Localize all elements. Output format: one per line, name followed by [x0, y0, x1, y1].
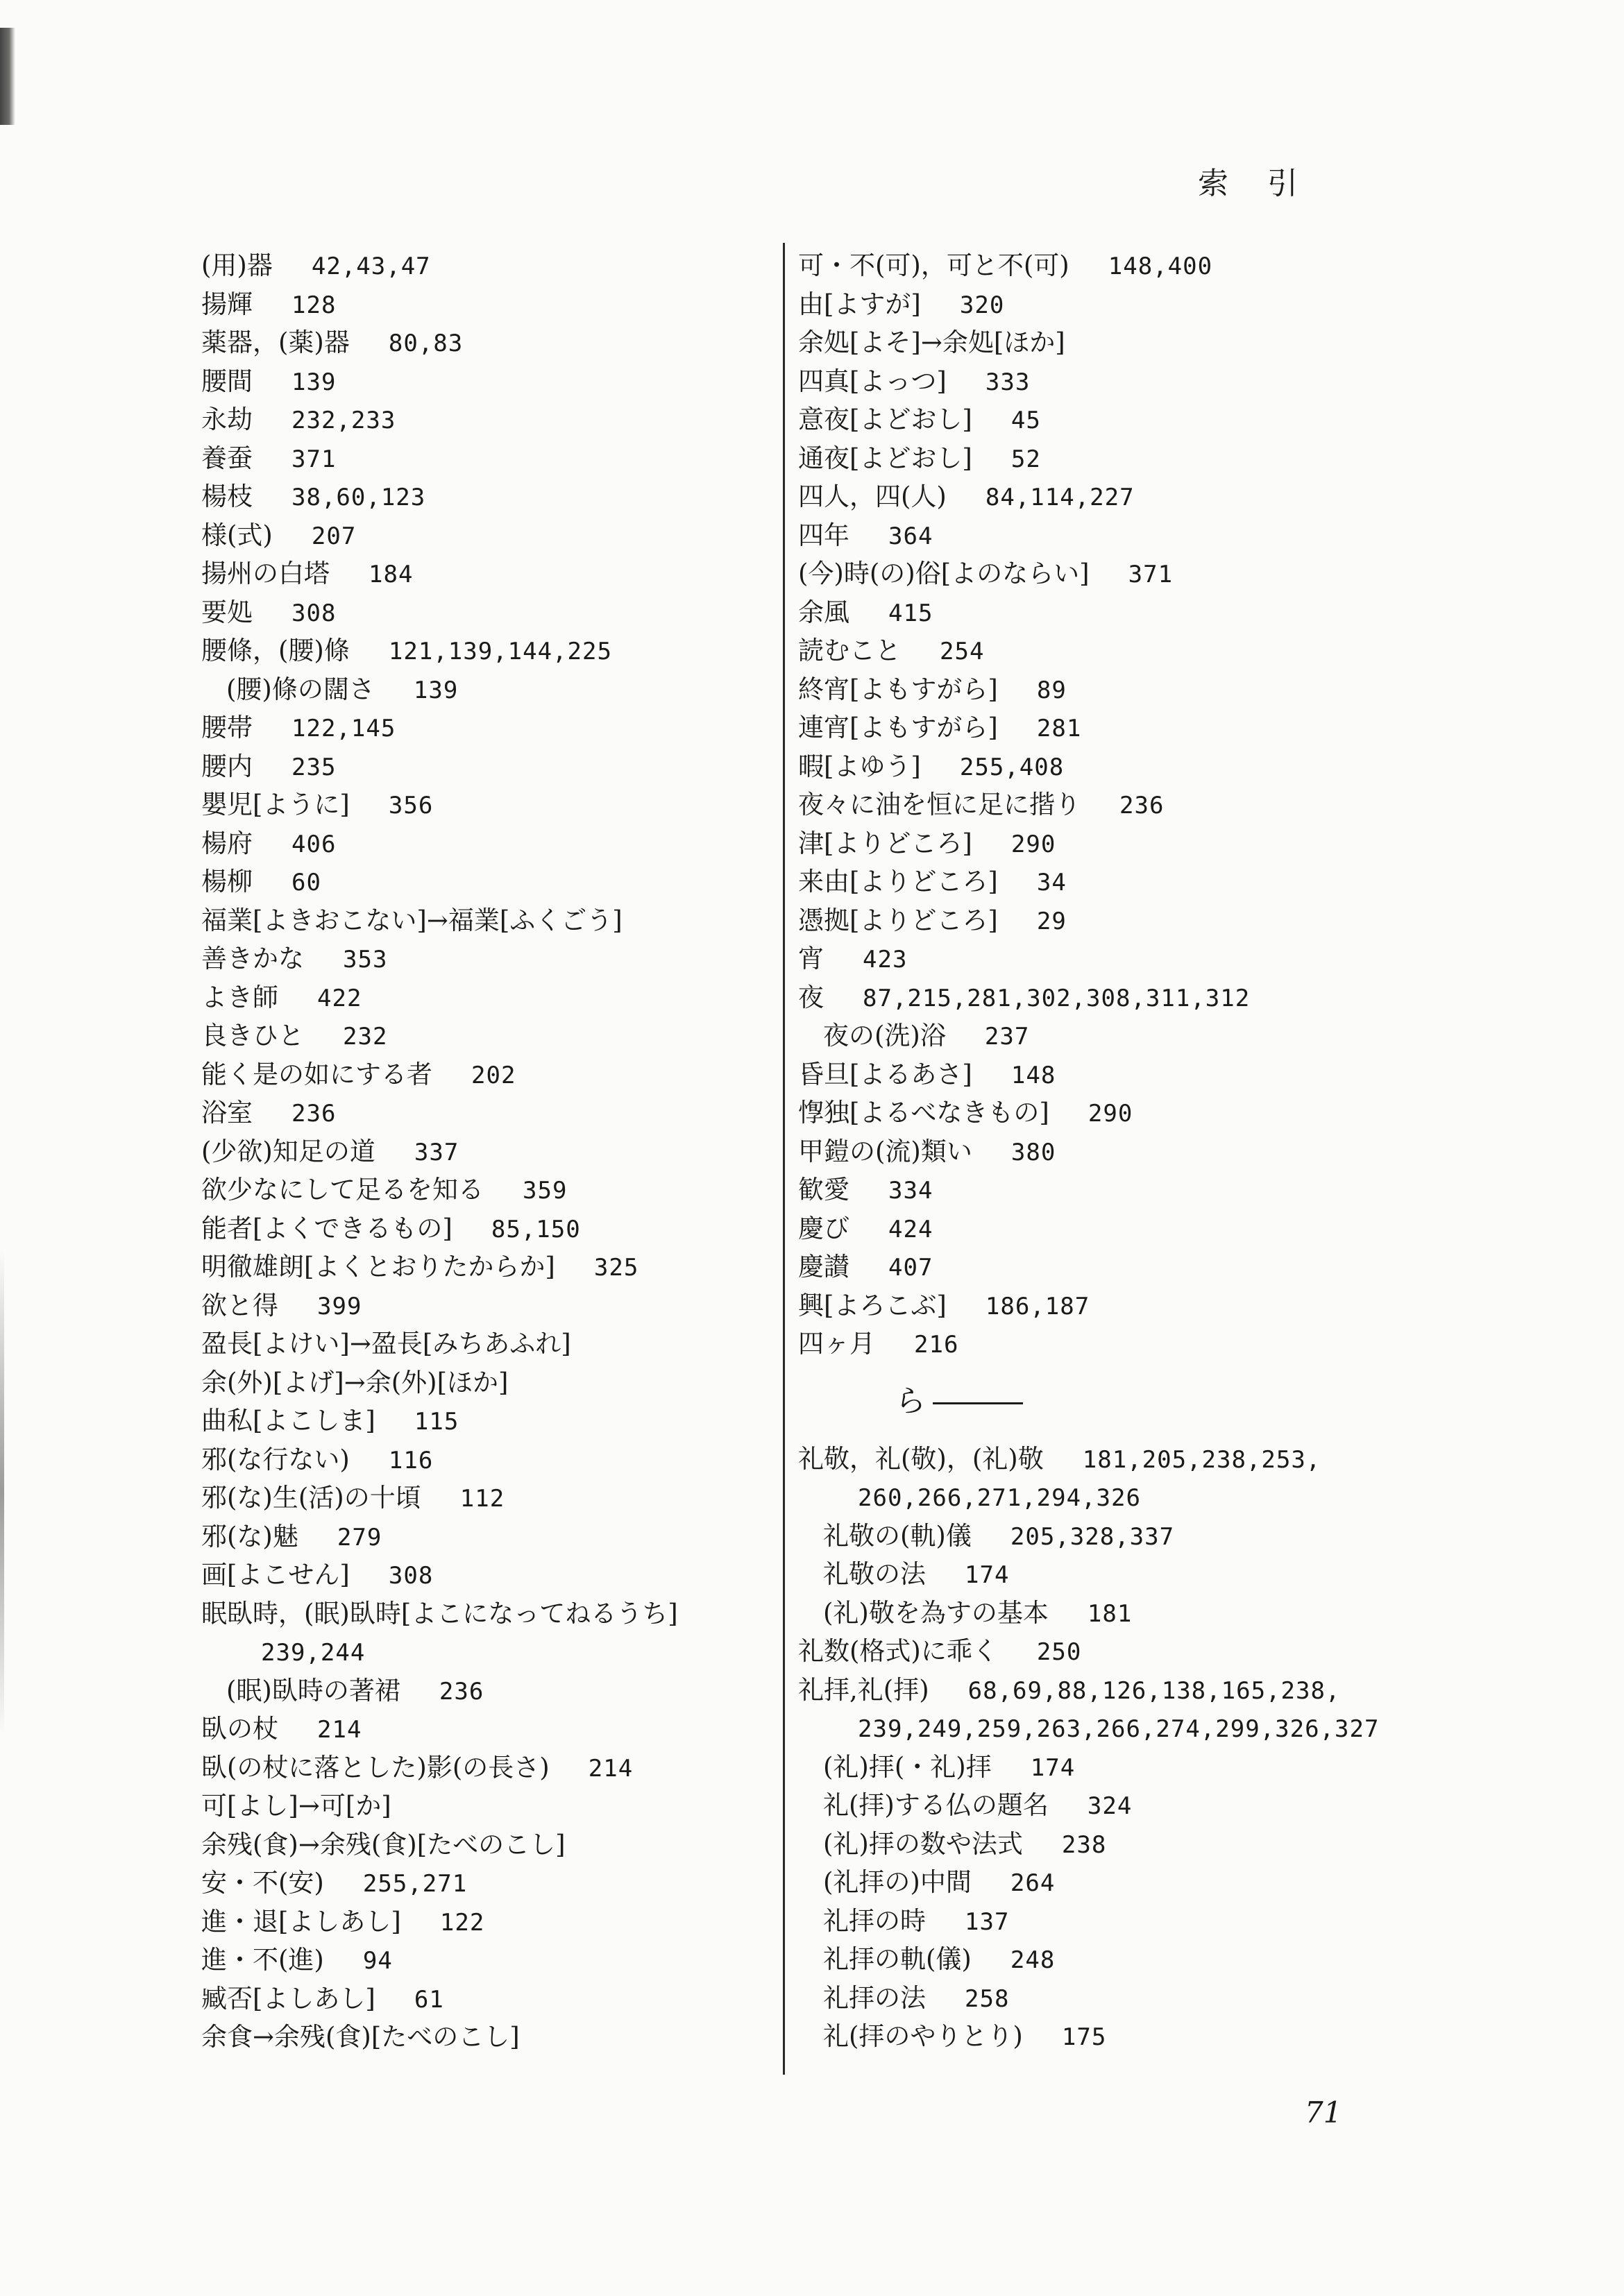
index-entry — [201, 862, 756, 901]
index-entry — [201, 631, 756, 670]
index-term: 甲鎧の(流)類い — [798, 1136, 972, 1166]
index-page-refs: 112 — [459, 1485, 505, 1513]
index-page-refs: 34 — [1036, 869, 1067, 896]
index-entry — [798, 670, 1423, 709]
index-term: 永劫 — [201, 405, 253, 434]
index-page-refs: 324 — [1087, 1792, 1133, 1820]
index-entry — [201, 824, 756, 863]
index-term: 四ヶ月 — [798, 1329, 875, 1359]
index-page-refs: 148 — [1010, 1061, 1056, 1089]
index-entry — [201, 708, 756, 747]
index-page-refs: 137 — [965, 1907, 1010, 1936]
index-entry — [201, 362, 756, 401]
index-entry — [201, 1286, 756, 1325]
index-entry — [201, 978, 756, 1017]
index-page-refs: 214 — [317, 1716, 362, 1744]
index-term: 終宵[よもすがら] — [798, 674, 998, 704]
index-page-refs: 186,187 — [985, 1292, 1090, 1320]
index-page-refs: 232 — [343, 1023, 388, 1051]
index-entry — [201, 246, 756, 285]
scan-edge-mark — [0, 28, 15, 125]
index-entry — [798, 1825, 1423, 1864]
index-entry — [201, 1941, 756, 1980]
index-entries-ra — [798, 1440, 1423, 2056]
index-page-refs: 122 — [439, 1908, 485, 1937]
index-page-refs: 255,408 — [959, 753, 1065, 781]
index-column-right — [798, 246, 1423, 2056]
index-term: 興[よろこぶ] — [798, 1290, 947, 1320]
index-entry — [201, 439, 756, 478]
index-entry — [798, 477, 1423, 516]
index-term: 余(外)[よげ]→余(外)[ほか] — [201, 1367, 509, 1397]
index-term: 礼(拝のやりとり) — [823, 2021, 1023, 2051]
index-term: 揚州の白塔 — [201, 559, 330, 588]
index-entry — [201, 1094, 756, 1132]
index-entry — [798, 785, 1423, 824]
index-entry — [201, 1171, 756, 1209]
index-term: 様(式) — [201, 520, 273, 550]
index-page-refs: 235 — [291, 753, 337, 781]
index-term: 礼(拝)する仏の題名 — [823, 1790, 1049, 1820]
index-term: (礼)拝の数や法式 — [823, 1828, 1023, 1859]
index-page-refs: 424 — [888, 1215, 933, 1243]
index-term: 慶讃 — [798, 1252, 849, 1282]
index-page-refs: 202 — [471, 1061, 516, 1089]
index-page-refs: 239,249,259,263,266,274,299,326,327 — [858, 1715, 1380, 1743]
index-entry — [798, 362, 1423, 401]
index-entry — [798, 1671, 1423, 1710]
index-entry — [798, 1248, 1423, 1286]
index-entry — [201, 1517, 756, 1556]
index-term: 良きひと — [201, 1021, 304, 1051]
index-entry — [201, 1132, 756, 1171]
index-entry — [798, 1440, 1423, 1479]
index-page-refs: 116 — [388, 1446, 434, 1474]
index-entry — [798, 1709, 1423, 1748]
index-term: 由[よすが] — [798, 289, 921, 319]
index-term: 可[よし]→可[か] — [201, 1791, 391, 1821]
index-page-refs: 415 — [888, 599, 933, 627]
index-page-refs: 214 — [588, 1754, 634, 1783]
index-term: 臧否[よしあし] — [201, 1983, 375, 2014]
index-term: 意夜[よどおし] — [798, 405, 972, 434]
index-term: 来由[よりどころ] — [798, 867, 998, 896]
index-term: (腰)條の闊さ — [226, 674, 375, 704]
index-term: 邪(な行ない) — [201, 1444, 350, 1474]
index-term: 連宵[よもすがら] — [798, 713, 998, 742]
index-entry — [798, 708, 1423, 747]
index-entry — [201, 1633, 756, 1672]
index-page-refs: 207 — [311, 522, 357, 550]
page-number: 71 — [1305, 2095, 1342, 2129]
index-entry — [798, 901, 1423, 940]
index-term: 暇[よゆう] — [798, 751, 921, 781]
index-page-refs: 94 — [362, 1947, 393, 1975]
index-entry — [798, 1979, 1423, 2018]
index-page-refs: 333 — [985, 368, 1031, 396]
index-entry — [201, 1017, 756, 1055]
index-term: 礼拝の法 — [823, 1982, 926, 2013]
index-page-refs: 255,271 — [362, 1870, 468, 1898]
index-page-refs: 399 — [317, 1292, 362, 1320]
index-entry — [798, 1555, 1423, 1594]
index-term: 慶び — [798, 1213, 849, 1243]
index-entry — [798, 439, 1423, 478]
index-entry — [798, 593, 1423, 632]
index-term: 進・退[よしあし] — [201, 1906, 401, 1937]
index-entry — [201, 670, 756, 709]
index-page-refs: 216 — [914, 1331, 959, 1359]
index-page-refs: 85,150 — [491, 1215, 581, 1243]
index-entry — [798, 1517, 1423, 1556]
section-heading-ra — [798, 1363, 1423, 1440]
index-term: 腰間 — [201, 366, 253, 396]
index-term: 余風 — [798, 597, 849, 627]
index-term: 欲と得 — [201, 1290, 278, 1320]
index-entry — [798, 1863, 1423, 1902]
index-term: 養蚕 — [201, 443, 253, 473]
index-entry — [201, 477, 756, 516]
index-entry — [798, 939, 1423, 978]
index-term: 画[よこせん] — [201, 1560, 350, 1590]
index-entry — [201, 1710, 756, 1749]
index-entry — [201, 554, 756, 593]
index-page-refs: 128 — [291, 291, 337, 319]
index-term: 礼拝の軌(儀) — [823, 1944, 972, 1974]
index-term: 腰帯 — [201, 713, 253, 742]
index-term: 可・不(可)，可と不(可) — [798, 250, 1069, 280]
index-page-refs: 236 — [291, 1100, 337, 1128]
index-page-refs: 281 — [1036, 715, 1082, 742]
index-entry — [798, 1171, 1423, 1209]
column-divider — [783, 243, 785, 2075]
index-term: 福業[よきおこない]→福業[ふくごう] — [201, 905, 623, 935]
index-entry — [201, 516, 756, 555]
index-entry — [798, 1748, 1423, 1787]
index-entry — [798, 2017, 1423, 2056]
index-term: 余処[よそ]→余処[ほか] — [798, 328, 1065, 357]
index-page-refs: 254 — [940, 638, 985, 665]
index-term: 憑拠[よりどころ] — [798, 905, 998, 935]
index-term: 明徹雄朗[よくとおりたからか] — [201, 1252, 555, 1282]
index-entry — [201, 1749, 756, 1787]
index-term: (今)時(の)俗[よのならい] — [798, 559, 1090, 588]
index-page-refs: 115 — [414, 1408, 459, 1436]
index-page-refs: 205,328,337 — [1010, 1522, 1175, 1551]
index-page-refs: 325 — [593, 1254, 639, 1282]
index-entry — [201, 1980, 756, 2018]
index-page-refs: 121,139,144,225 — [388, 638, 612, 665]
index-page-refs: 407 — [888, 1254, 933, 1282]
index-entry — [201, 1248, 756, 1286]
index-entry — [798, 824, 1423, 863]
index-term: 欲少なにして足るを知る — [201, 1175, 484, 1205]
index-entry — [201, 1479, 756, 1517]
index-entry — [798, 1055, 1423, 1094]
index-entry — [798, 631, 1423, 670]
index-page-refs: 239,244 — [261, 1639, 366, 1667]
index-entry — [798, 1017, 1423, 1055]
index-page-refs: 258 — [965, 1984, 1010, 2013]
index-entry — [798, 285, 1423, 324]
index-entry — [798, 1325, 1423, 1363]
index-entry — [201, 901, 756, 940]
index-term: 余残(食)→余残(食)[たべのこし] — [201, 1829, 566, 1860]
index-entry — [201, 323, 756, 362]
index-term: 薬器，(薬)器 — [201, 328, 350, 357]
index-term: 四真[よっつ] — [798, 366, 947, 396]
running-head: 索引 — [1198, 166, 1337, 201]
index-page-refs: 422 — [317, 984, 362, 1012]
index-term: (少欲)知足の道 — [201, 1136, 375, 1166]
index-term: 浴室 — [201, 1098, 253, 1128]
index-page-refs: 359 — [523, 1177, 568, 1205]
index-page-refs: 308 — [388, 1562, 434, 1590]
index-page-refs: 80,83 — [388, 330, 464, 357]
index-page-refs: 42,43,47 — [311, 253, 431, 280]
index-page-refs: 337 — [414, 1138, 459, 1166]
index-term: 四人，四(人) — [798, 482, 947, 511]
index-page-refs: 371 — [1128, 561, 1174, 588]
index-page-refs: 181 — [1087, 1599, 1133, 1628]
index-entry — [798, 1209, 1423, 1248]
index-entry — [798, 516, 1423, 555]
index-entry — [201, 1672, 756, 1710]
index-term: 善きかな — [201, 944, 304, 973]
index-entry — [201, 285, 756, 324]
index-page-refs: 68,69,88,126,138,165,238, — [967, 1676, 1341, 1705]
index-page-refs: 238 — [1061, 1830, 1107, 1859]
index-entry — [201, 1363, 756, 1402]
index-entry — [798, 747, 1423, 786]
index-term: 礼拝,礼(拝) — [798, 1674, 929, 1705]
index-entry — [201, 1595, 756, 1633]
index-page-refs: 236 — [439, 1677, 484, 1706]
index-page-refs: 148,400 — [1108, 253, 1213, 280]
index-page-refs: 353 — [343, 946, 388, 973]
index-page-refs: 89 — [1036, 676, 1067, 704]
index-page-refs: 38,60,123 — [291, 484, 426, 511]
index-entry — [201, 1787, 756, 1826]
index-entry — [201, 1864, 756, 1903]
index-page-refs: 279 — [337, 1523, 382, 1551]
index-term: 臥の杖 — [201, 1714, 278, 1744]
index-entry — [201, 1402, 756, 1440]
index-entry — [201, 939, 756, 978]
index-entry — [798, 1902, 1423, 1941]
index-page-refs: 139 — [413, 676, 459, 704]
section-heading-label: ら — [895, 1383, 926, 1419]
index-term: 曲私[よこしま] — [201, 1406, 375, 1436]
index-term: 惸独[よるべなきもの] — [798, 1098, 1049, 1128]
index-entry — [798, 323, 1423, 362]
index-term: 腰内 — [201, 751, 253, 781]
index-page-refs: 380 — [1010, 1138, 1056, 1166]
index-entries-yo — [798, 246, 1423, 1363]
index-term: 邪(な)魅 — [201, 1521, 298, 1551]
index-entry — [798, 1940, 1423, 1979]
index-page-refs: 52 — [1010, 445, 1041, 473]
index-term: 夜 — [798, 982, 824, 1012]
index-entry — [201, 1903, 756, 1941]
index-entry — [798, 554, 1423, 593]
index-page-refs: 423 — [863, 946, 908, 973]
index-page-refs: 334 — [888, 1177, 933, 1205]
index-term: 礼拝の時 — [823, 1905, 926, 1936]
index-page-refs: 236 — [1119, 792, 1165, 819]
index-page-refs: 356 — [388, 792, 434, 819]
index-page-refs: 264 — [1010, 1869, 1056, 1897]
index-term: よき師 — [201, 982, 278, 1012]
index-page-refs: 364 — [888, 522, 933, 550]
index-page-refs: 260,266,271,294,326 — [858, 1484, 1141, 1512]
index-entry — [201, 1440, 756, 1479]
index-page-refs: 308 — [291, 599, 337, 627]
index-page-refs: 290 — [1010, 830, 1056, 858]
index-page-refs: 232,233 — [291, 407, 396, 434]
index-term: 能者[よくできるもの] — [201, 1213, 452, 1243]
index-term: 礼数(格式)に乖く — [798, 1636, 998, 1666]
index-page-refs: 181,205,238,253, — [1082, 1445, 1321, 1474]
index-page-refs: 29 — [1036, 907, 1067, 935]
index-page-refs: 250 — [1036, 1638, 1082, 1666]
index-term: 邪(な)生(活)の十頃 — [201, 1483, 421, 1513]
index-term: 能く是の如にする者 — [201, 1059, 432, 1089]
index-page-refs: 60 — [291, 869, 321, 896]
index-entry — [201, 2018, 756, 2057]
index-entry — [201, 1826, 756, 1864]
index-entry — [201, 747, 756, 786]
index-entry — [798, 1786, 1423, 1825]
index-term: 四年 — [798, 520, 849, 550]
index-page-refs: 184 — [369, 561, 414, 588]
index-entry — [798, 1478, 1423, 1517]
index-term: 盈長[よけい]→盈長[みちあふれ] — [201, 1329, 571, 1359]
index-entry — [201, 1556, 756, 1595]
index-page-refs: 87,215,281,302,308,311,312 — [863, 984, 1251, 1012]
index-entry — [201, 593, 756, 632]
index-term: 眠臥時，(眠)臥時[よこになってねるうち] — [201, 1598, 678, 1629]
index-entry — [798, 1632, 1423, 1671]
index-term: 楊枝 — [201, 482, 253, 511]
index-entry — [201, 1209, 756, 1248]
index-entry — [798, 978, 1423, 1017]
index-entry — [201, 785, 756, 824]
index-entry — [798, 1286, 1423, 1325]
index-term: 安・不(安) — [201, 1868, 324, 1898]
index-term: (眠)臥時の著裙 — [226, 1675, 400, 1706]
index-term: 宵 — [798, 944, 824, 973]
index-term: 嬰児[ように] — [201, 790, 350, 819]
index-page-refs: 248 — [1010, 1946, 1056, 1974]
index-page-refs: 237 — [984, 1023, 1030, 1051]
index-page-refs: 406 — [291, 830, 337, 858]
index-page-refs: 122,145 — [291, 715, 396, 742]
index-entry — [201, 400, 756, 439]
index-term: 臥(の杖に落とした)影(の長さ) — [201, 1752, 550, 1783]
index-term: 歓愛 — [798, 1175, 849, 1205]
index-page-refs: 45 — [1010, 407, 1041, 434]
index-term: (礼)敬を為すの基本 — [823, 1597, 1049, 1628]
index-term: 礼敬の(軌)儀 — [823, 1520, 972, 1551]
index-term: 楊柳 — [201, 867, 253, 896]
index-page-refs: 84,114,227 — [985, 484, 1135, 511]
index-term: 進・不(進) — [201, 1945, 324, 1975]
index-entry — [201, 1325, 756, 1363]
index-term: 昏旦[よるあさ] — [798, 1059, 972, 1089]
section-heading-rule — [933, 1402, 1023, 1404]
index-entry — [201, 1055, 756, 1094]
index-entry — [798, 1132, 1423, 1171]
index-term: (礼)拝(・礼)拝 — [823, 1751, 992, 1782]
index-page-refs: 139 — [291, 368, 337, 396]
index-entry — [798, 246, 1423, 285]
index-term: 腰條，(腰)條 — [201, 636, 350, 665]
index-page-refs: 61 — [414, 1985, 444, 2014]
index-entry — [798, 862, 1423, 901]
index-term: 通夜[よどおし] — [798, 443, 972, 473]
index-column-left — [201, 246, 756, 2057]
index-entry — [798, 1094, 1423, 1132]
index-term: 揚輝 — [201, 289, 253, 319]
index-entry — [798, 1594, 1423, 1633]
index-term: 津[よりどころ] — [798, 828, 972, 858]
index-page-refs: 371 — [291, 445, 337, 473]
index-term: 礼敬の法 — [823, 1559, 926, 1589]
index-page-refs: 174 — [1030, 1753, 1076, 1782]
index-term: 読むこと — [798, 636, 901, 665]
index-page-refs: 290 — [1088, 1100, 1133, 1128]
index-term: 夜々に油を恒に足に揩り — [798, 790, 1081, 819]
scan-edge-shadow — [0, 1249, 4, 1735]
index-page-refs: 174 — [965, 1561, 1010, 1589]
index-entry — [798, 400, 1423, 439]
index-term: 要処 — [201, 597, 253, 627]
index-term: 楊府 — [201, 828, 253, 858]
index-term: 夜の(洗)浴 — [823, 1021, 946, 1051]
index-page-refs: 320 — [959, 291, 1005, 319]
index-term: (礼拝の)中間 — [823, 1867, 972, 1897]
index-page-refs: 175 — [1061, 2023, 1107, 2051]
index-term: 余食→余残(食)[たべのこし] — [201, 2022, 520, 2052]
index-term: (用)器 — [201, 250, 273, 280]
index-term: 礼敬，礼(敬)，(礼)敬 — [798, 1443, 1044, 1474]
